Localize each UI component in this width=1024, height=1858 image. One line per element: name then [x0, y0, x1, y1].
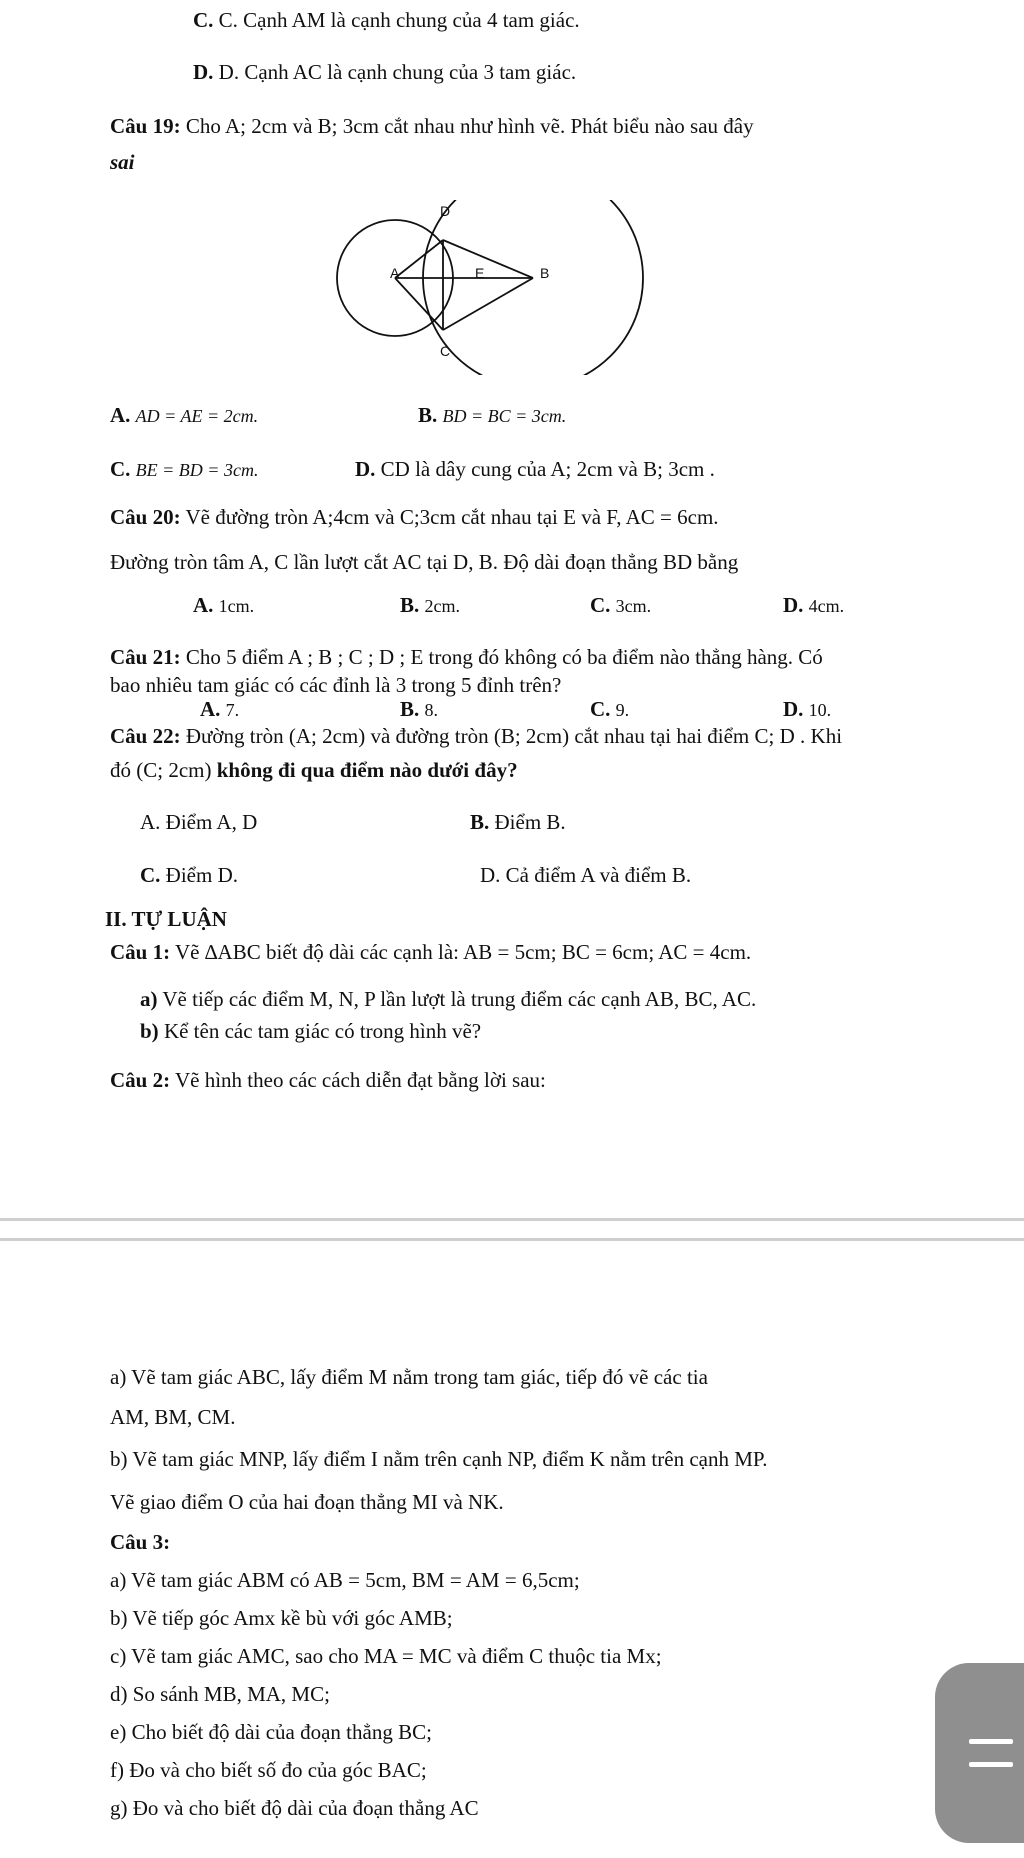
essay-1-part-a	[140, 987, 756, 1011]
option-text: BE = BD = 3cm.	[135, 460, 259, 480]
question-label: Câu 19:	[110, 114, 181, 138]
page-separator-bottom	[0, 1238, 1024, 1241]
question-19	[110, 114, 754, 138]
option-text: 7.	[225, 700, 240, 720]
essay-question-3: Câu 3:	[110, 1530, 171, 1554]
segment-ad	[395, 240, 443, 278]
label-d: D	[440, 203, 451, 219]
option-text: 2cm.	[424, 596, 461, 616]
label-b: B	[540, 265, 550, 281]
essay-3-part-e: e) Cho biết độ dài của đoạn thẳng BC;	[110, 1720, 432, 1744]
option-label: B.	[470, 810, 490, 834]
grip-line-icon	[969, 1739, 1013, 1744]
q19-option-d	[355, 457, 715, 481]
section-heading-essay: II. TỰ LUẬN	[105, 907, 227, 931]
question-label: Câu 2:	[110, 1068, 171, 1092]
option-label: A.	[193, 593, 214, 617]
essay-3-part-b: b) Vẽ tiếp góc Amx kề bù với góc AMB;	[110, 1606, 453, 1630]
option-label: A.	[200, 697, 221, 721]
segment-bd	[443, 240, 533, 278]
segment-ac	[395, 278, 443, 330]
question-text-bold: không đi qua điểm nào dưới đây?	[216, 758, 518, 782]
option-text: BD = BC = 3cm.	[442, 406, 567, 426]
q22-option-b	[470, 810, 566, 834]
q21-option-a	[200, 697, 239, 721]
label-a: A	[390, 265, 400, 281]
question-text: Đường tròn (A; 2cm) và đường tròn (B; 2cm) cắt nhau tại hai điểm C; D . Khi	[185, 724, 843, 748]
option-text: 4cm.	[808, 596, 845, 616]
q19-option-c	[110, 457, 258, 481]
q22-option-d: D. Cả điểm A và điểm B.	[480, 863, 692, 887]
option-label: A.	[110, 403, 131, 427]
essay-question-1	[110, 940, 751, 964]
q20-option-c	[590, 593, 651, 617]
essay-3-part-a: a) Vẽ tam giác ABM có AB = 5cm, BM = AM = 6,5cm;	[110, 1568, 580, 1592]
q21-option-d	[783, 697, 831, 721]
question-21-line2: bao nhiêu tam giác có các đỉnh là 3 trong 5 đỉnh trên?	[110, 673, 562, 697]
label-e: E	[475, 265, 485, 281]
q19-option-a	[110, 403, 258, 427]
question-22-line2	[110, 758, 518, 782]
essay-question-2	[110, 1068, 546, 1092]
option-label: D.	[783, 593, 804, 617]
part-text: Kể tên các tam giác có trong hình vẽ?	[163, 1019, 482, 1043]
essay-3-part-c: c) Vẽ tam giác AMC, sao cho MA = MC và điểm C thuộc tia Mx;	[110, 1644, 662, 1668]
question-19-sai: sai	[110, 150, 135, 174]
option-text: Điểm B.	[494, 810, 566, 834]
option-text: CD là dây cung của A; 2cm và B; 3cm .	[380, 457, 715, 481]
segment-bc	[443, 278, 533, 330]
question-20-line2: Đường tròn tâm A, C lần lượt cắt AC tại D, B. Độ dài đoạn thẳng BD bằng	[110, 550, 739, 574]
q19-option-b	[418, 403, 566, 427]
essay-2-part-b-line2: Vẽ giao điểm O của hai đoạn thẳng MI và NK.	[110, 1490, 504, 1514]
circle-b	[423, 200, 643, 375]
essay-3-part-f: f) Đo và cho biết số đo của góc BAC;	[110, 1758, 427, 1782]
option-label: D.	[355, 457, 376, 481]
option-label: C.	[590, 593, 611, 617]
option-text: D. Cạnh AC là cạnh chung của 3 tam giác.	[218, 60, 577, 84]
q20-option-d	[783, 593, 844, 617]
option-label: C.	[140, 863, 161, 887]
option-d-previous: D. D. Cạnh AC là cạnh chung của 3 tam giác.	[193, 60, 577, 84]
question-21	[110, 645, 823, 669]
essay-3-part-d: d) So sánh MB, MA, MC;	[110, 1682, 330, 1706]
option-label: B.	[400, 593, 420, 617]
q22-option-a: A. Điểm A, D	[140, 810, 258, 834]
option-label: C.	[110, 457, 131, 481]
question-text: Vẽ đường tròn A;4cm và C;3cm cắt nhau tại E và F, AC = 6cm.	[185, 505, 719, 529]
grip-line-icon	[969, 1762, 1013, 1767]
question-label: Câu 20:	[110, 505, 181, 529]
question-text: Cho 5 điểm A ; B ; C ; D ; E trong đó không có ba điểm nào thẳng hàng. Có	[185, 645, 823, 669]
circles-figure	[325, 200, 655, 375]
question-text: Vẽ ∆ABC biết độ dài các cạnh là: AB = 5cm; BC = 6cm; AC = 4cm.	[174, 940, 752, 964]
option-text: 1cm.	[218, 596, 255, 616]
question-text: Cho A; 2cm và B; 3cm cắt nhau như hình vẽ. Phát biểu nào sau đây	[185, 114, 754, 138]
q22-option-c	[140, 863, 238, 887]
question-20	[110, 505, 719, 529]
option-label: B.	[400, 697, 420, 721]
essay-1-part-b	[140, 1019, 481, 1043]
page-separator-top	[0, 1218, 1024, 1221]
question-text: đó (C; 2cm)	[110, 758, 212, 782]
option-label: D.	[783, 697, 804, 721]
essay-2-part-a: a) Vẽ tam giác ABC, lấy điểm M nằm trong tam giác, tiếp đó vẽ các tia	[110, 1365, 708, 1389]
essay-3-part-g: g) Đo và cho biết độ dài của đoạn thẳng AC	[110, 1796, 479, 1820]
part-label: b)	[140, 1019, 159, 1043]
option-text: 3cm.	[615, 596, 652, 616]
option-text: 9.	[615, 700, 630, 720]
option-label: B.	[418, 403, 438, 427]
part-text: Vẽ tiếp các điểm M, N, P lần lượt là trung điểm các cạnh AB, BC, AC.	[162, 987, 757, 1011]
option-text: AD = AE = 2cm.	[135, 406, 259, 426]
essay-2-part-b: b) Vẽ tam giác MNP, lấy điểm I nằm trên cạnh NP, điểm K nằm trên cạnh MP.	[110, 1447, 768, 1471]
scroll-handle[interactable]	[935, 1663, 1024, 1843]
option-c-previous: C. C. Cạnh AM là cạnh chung của 4 tam giác.	[193, 8, 580, 32]
q20-option-b	[400, 593, 460, 617]
question-label: Câu 21:	[110, 645, 181, 669]
question-22	[110, 724, 842, 748]
question-text: Vẽ hình theo các cách diễn đạt bằng lời sau:	[174, 1068, 546, 1092]
question-label: Câu 1:	[110, 940, 171, 964]
option-text: 8.	[424, 700, 439, 720]
option-label: C.	[590, 697, 611, 721]
q20-option-a	[193, 593, 254, 617]
q21-option-c	[590, 697, 629, 721]
q21-option-b	[400, 697, 438, 721]
option-text: Điểm D.	[165, 863, 238, 887]
option-text: C. Cạnh AM là cạnh chung của 4 tam giác.	[218, 8, 580, 32]
essay-2-part-a-line2: AM, BM, CM.	[110, 1405, 236, 1429]
label-c: C	[440, 343, 451, 359]
option-text: 10.	[808, 700, 832, 720]
part-label: a)	[140, 987, 158, 1011]
question-label: Câu 22:	[110, 724, 181, 748]
